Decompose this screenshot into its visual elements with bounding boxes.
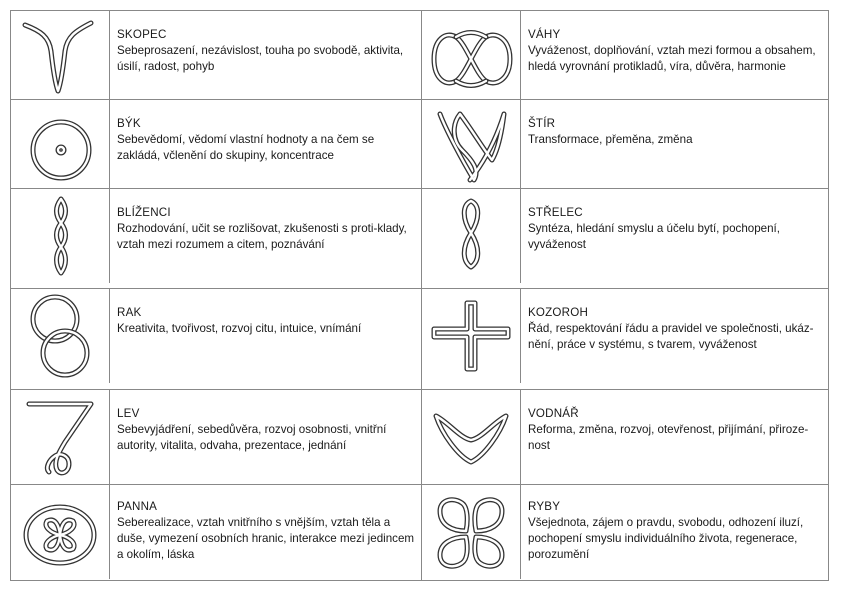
panna-symbol-icon (11, 485, 110, 580)
zodiac-table (10, 10, 829, 581)
table-row (11, 188, 421, 283)
table-row (11, 484, 421, 579)
sign-name: VÁHY (528, 28, 561, 41)
sign-description: Sebevědomí, vědomí vlastní hodnoty a na čem se zakládá, včlenění do skupiny, koncentrace (117, 133, 375, 162)
symbol-cell (422, 11, 521, 106)
sign-description: Reforma, změna, rozvoj, otevřenost, přijímání, přiroze-nost (528, 423, 809, 452)
sign-name: BLÍŽENCI (117, 206, 171, 219)
table-row (11, 288, 421, 383)
table-row (422, 11, 829, 106)
symbol-cell (11, 485, 110, 579)
rak-symbol-icon (11, 289, 110, 384)
skopec-symbol-icon (11, 11, 110, 106)
symbol-cell (422, 289, 521, 383)
sign-name: RAK (117, 306, 142, 319)
sign-description: Seberealizace, vztah vnitřního s vnějším, vztah těla a duše, vymezení osobních hranic, interakce mezi jedincem a okolím, láska (117, 516, 415, 561)
symbol-cell (11, 11, 110, 106)
sign-description: Řád, respektování řádu a pravidel ve společnosti, ukáz-nění, práce v systému, s tvarem, vyváženost (528, 322, 814, 351)
table-row (422, 288, 829, 383)
sign-description: Sebeprosazení, nezávislost, touha po svobodě, aktivita, úsilí, radost, pohyb (117, 44, 404, 73)
symbol-cell (11, 289, 110, 383)
sign-description: Sebevyjádření, sebedůvěra, rozvoj osobnosti, vnitřní autority, vitalita, odvaha, prezentace, jednání (117, 423, 387, 452)
table-row (422, 484, 829, 579)
right-column (421, 11, 829, 580)
sign-name: RYBY (528, 500, 561, 513)
table-row (422, 99, 829, 194)
sign-description: Transformace, přeměna, změna (528, 133, 693, 146)
sign-description: Všejednota, zájem o pravdu, svobodu, odhození iluzí, pochopení smyslu individuálního života, regenerace, porozumění (528, 516, 804, 561)
ryby-symbol-icon (422, 485, 521, 580)
stir-symbol-icon (422, 100, 521, 195)
vahy-symbol-icon (422, 11, 521, 106)
table-row (422, 389, 829, 484)
sign-name: STŘELEC (528, 206, 583, 219)
symbol-cell (11, 100, 110, 194)
sign-name: PANNA (117, 500, 158, 513)
sign-description: Kreativita, tvořivost, rozvoj citu, intuice, vnímání (117, 322, 362, 335)
blizenci-symbol-icon (11, 189, 110, 284)
sign-name: SKOPEC (117, 28, 167, 41)
symbol-cell (422, 100, 521, 194)
sign-name: ŠTÍR (528, 117, 556, 130)
vodnar-symbol-icon (422, 390, 521, 485)
byk-symbol-icon (11, 100, 110, 195)
table-row (422, 188, 829, 283)
sign-description: Vyváženost, doplňování, vztah mezi formou a obsahem, hledá vyrovnání protikladů, víra, důvěra, harmonie (528, 44, 816, 73)
table-row (11, 389, 421, 484)
sign-description: Syntéza, hledání smyslu a účelu bytí, pochopení, vyváženost (528, 222, 780, 251)
symbol-cell (11, 390, 110, 484)
strelec-symbol-icon (422, 189, 521, 284)
symbol-cell (422, 390, 521, 484)
sign-name: VODNÁŘ (528, 407, 579, 420)
left-column (11, 11, 421, 580)
symbol-cell (11, 189, 110, 283)
sign-name: BÝK (117, 117, 141, 130)
kozoroh-symbol-icon (422, 289, 521, 384)
sign-name: LEV (117, 407, 140, 420)
sign-name: KOZOROH (528, 306, 589, 319)
lev-symbol-icon (11, 390, 110, 485)
symbol-cell (422, 485, 521, 579)
table-row (11, 11, 421, 106)
sign-description: Rozhodování, učit se rozlišovat, zkušenosti s proti-klady, vztah mezi rozumem a citem, poznávání (117, 222, 407, 251)
symbol-cell (422, 189, 521, 283)
table-row (11, 99, 421, 194)
